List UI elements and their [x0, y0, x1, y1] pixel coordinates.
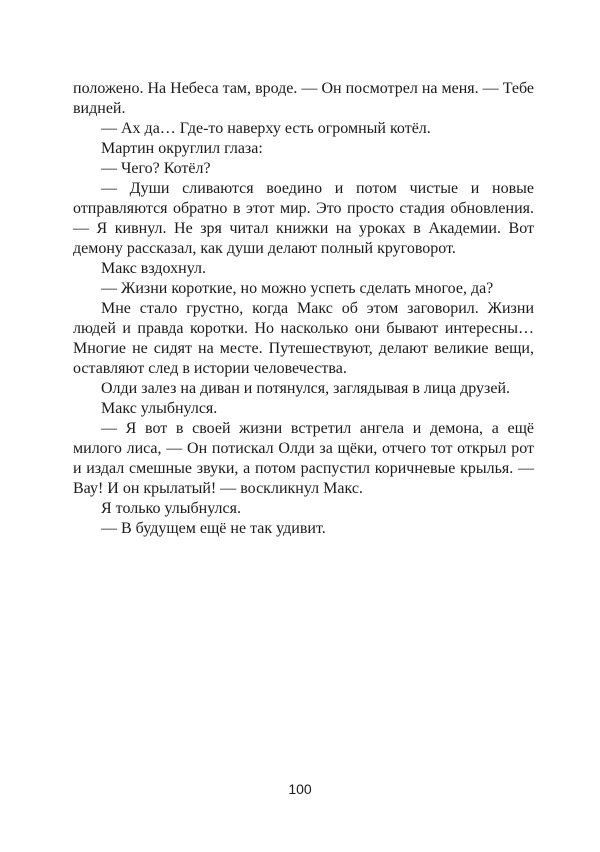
page-number: 100: [288, 781, 312, 797]
paragraph: — Я вот в своей жизни встретил ангела и демона, а ещё милого лиса, — Он потискал Олди за щёки, отчего тот открыл рот и издал смешные звуки, а потом распустил коричневые крылья. — Вау! И он крылатый! — воскликнул Макс.: [73, 420, 534, 497]
body-text: [73, 79, 534, 539]
paragraph: — В будущем ещё не так удивит.: [101, 520, 326, 537]
paragraph: Макс вздохнул.: [101, 260, 206, 277]
paragraph-continuation: положено. На Небеса там, вроде. — Он посмотрел на меня. — Тебе видней.: [73, 80, 534, 117]
paragraph: Я только улыбнулся.: [101, 500, 241, 517]
paragraph: — Ах да… Где-то наверху есть огромный котёл.: [101, 120, 431, 137]
paragraph: Мне стало грустно, когда Макс об этом заговорил. Жизни людей и правда коротки. Но насколько они бывают интересны… Многие не сидят на месте. Путешествуют, делают великие вещи, оставляют след в истории человечества.: [73, 300, 534, 377]
paragraph: — Жизни короткие, но можно успеть сделать многое, да?: [101, 280, 494, 297]
paragraph: — Души сливаются воедино и потом чистые и новые отправляются обратно в этот мир. Это просто стадия обновления. — Я кивнул. Не зря читал книжки на уроках в Академии. Вот демону рассказал, как души делают полный круговорот.: [73, 180, 534, 257]
paragraph: Мартин округлил глаза:: [101, 140, 263, 157]
paragraph: Олди залез на диван и потянулся, заглядывая в лица друзей.: [101, 380, 511, 397]
paragraph: Макс улыбнулся.: [101, 400, 218, 417]
paragraph: — Чего? Котёл?: [101, 160, 211, 177]
